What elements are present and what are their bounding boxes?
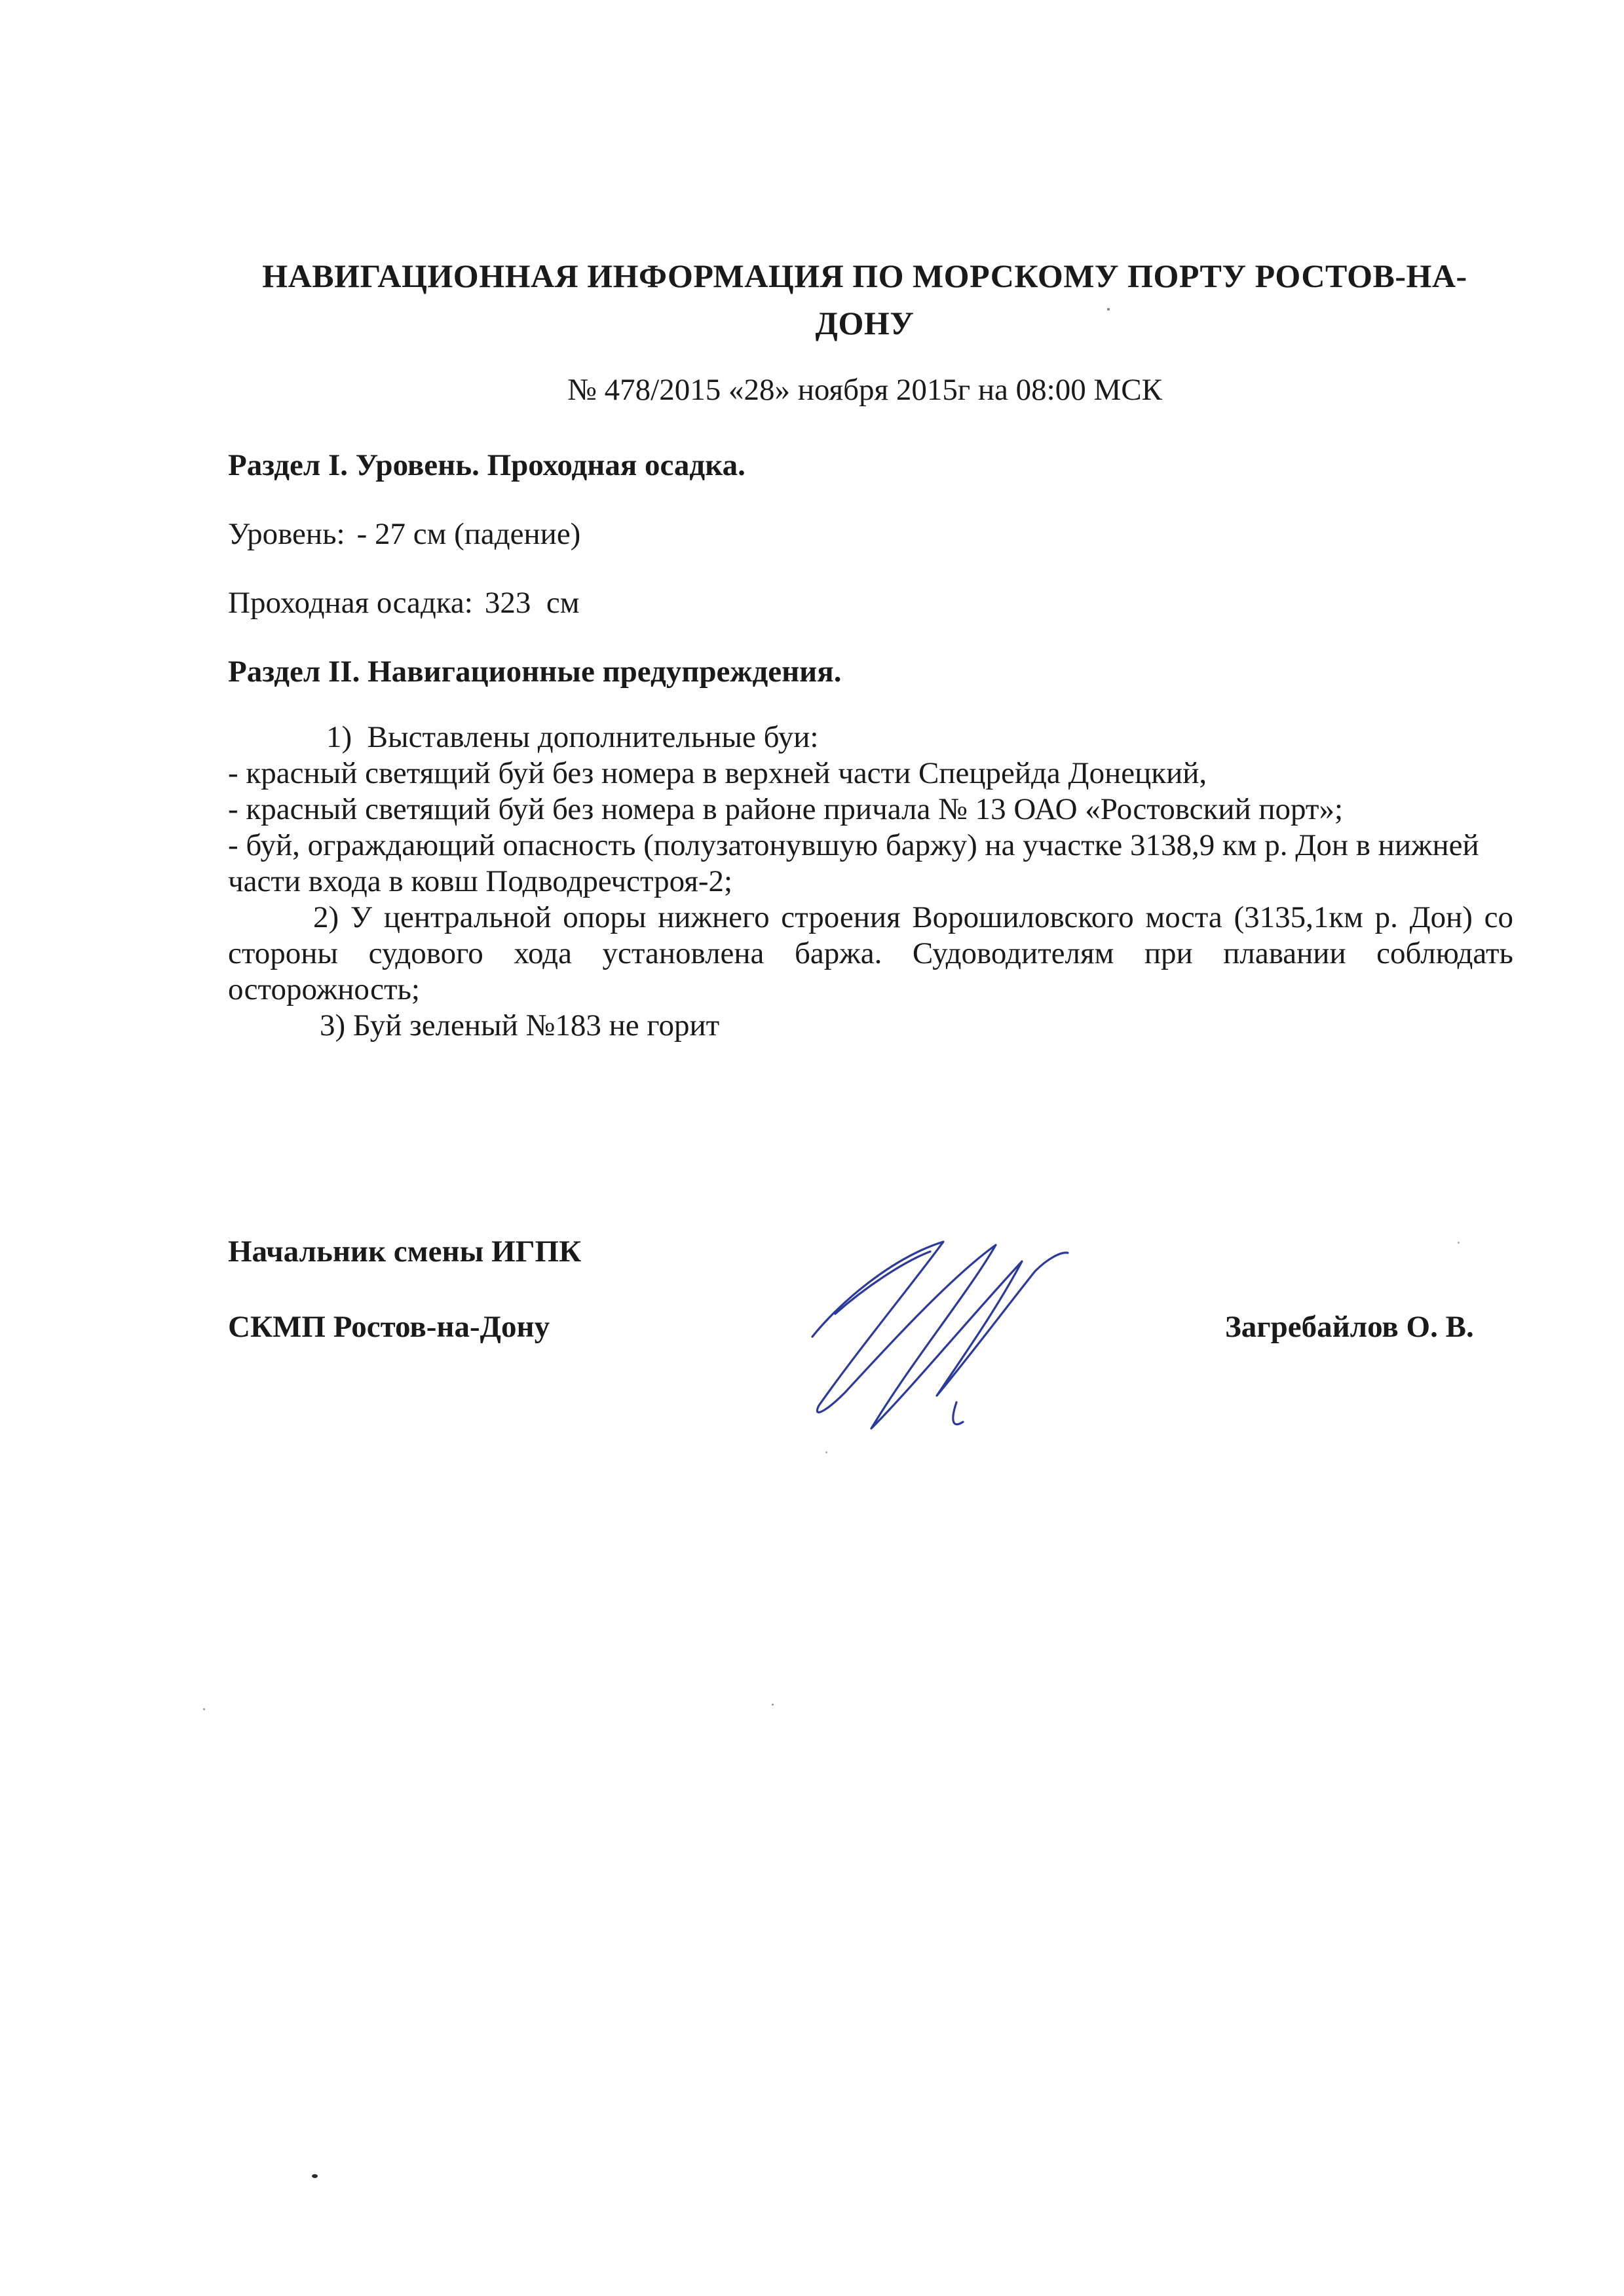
signer-name: Загребайлов О. В.	[1225, 1310, 1474, 1344]
warning-bullet-2: - красный светящий буй без номера в районе причала № 13 ОАО «Ростовский порт»;	[228, 792, 1344, 826]
signer-position-line-1: Начальник смены ИГПК	[228, 1234, 582, 1269]
signer-position-line-2: СКМП Ростов-на-Дону	[228, 1310, 550, 1344]
warning-item-1: 1) Выставлены дополнительные буи:	[326, 720, 819, 754]
scan-speck	[203, 1708, 205, 1710]
scan-speck	[772, 1704, 774, 1706]
level-field	[228, 514, 580, 554]
draft-value: 323 см	[484, 586, 580, 620]
warning-item-2: 2) У центральной опоры нижнего строения Ворошиловского моста (3135,1км р. Дон) со стороны судового хода установлена баржа. Судоводителям при плавании соблюдать осторожность;	[228, 900, 1513, 1006]
scan-speck	[312, 2174, 318, 2178]
scan-speck	[825, 1451, 827, 1453]
draft-field	[228, 583, 579, 622]
scan-speck	[1458, 1242, 1460, 1244]
draft-label: Проходная осадка:	[228, 586, 473, 620]
title-line-1: НАВИГАЦИОННАЯ ИНФОРМАЦИЯ ПО МОРСКОМУ ПОРТУ РОСТОВ-НА-	[262, 258, 1467, 294]
handwritten-signature	[799, 1232, 1114, 1448]
section-1-heading: Раздел I. Уровень. Проходная осадка.	[228, 448, 746, 482]
document-title	[223, 252, 1507, 347]
warning-bullet-1: - красный светящий буй без номера в верхней части Спецрейда Донецкий,	[228, 756, 1207, 790]
warning-item-3: 3) Буй зеленый №183 не горит	[320, 1008, 720, 1043]
level-value: - 27 см (падение)	[356, 517, 581, 551]
section-2-heading: Раздел II. Навигационные предупреждения.	[228, 655, 842, 689]
warning-bullet-3: - буй, ограждающий опасность (полузатонувшую баржу) на участке 3138,9 км р. Дон в нижней части входа в ковш Подводречстроя-2;	[228, 828, 1479, 898]
warnings-body	[228, 719, 1513, 1044]
scan-speck	[1107, 308, 1110, 311]
document-number: № 478/2015 «28» ноября 2015г на 08:00 МСК	[567, 373, 1162, 407]
title-line-2: ДОНУ	[815, 305, 915, 341]
level-label: Уровень:	[228, 517, 345, 551]
